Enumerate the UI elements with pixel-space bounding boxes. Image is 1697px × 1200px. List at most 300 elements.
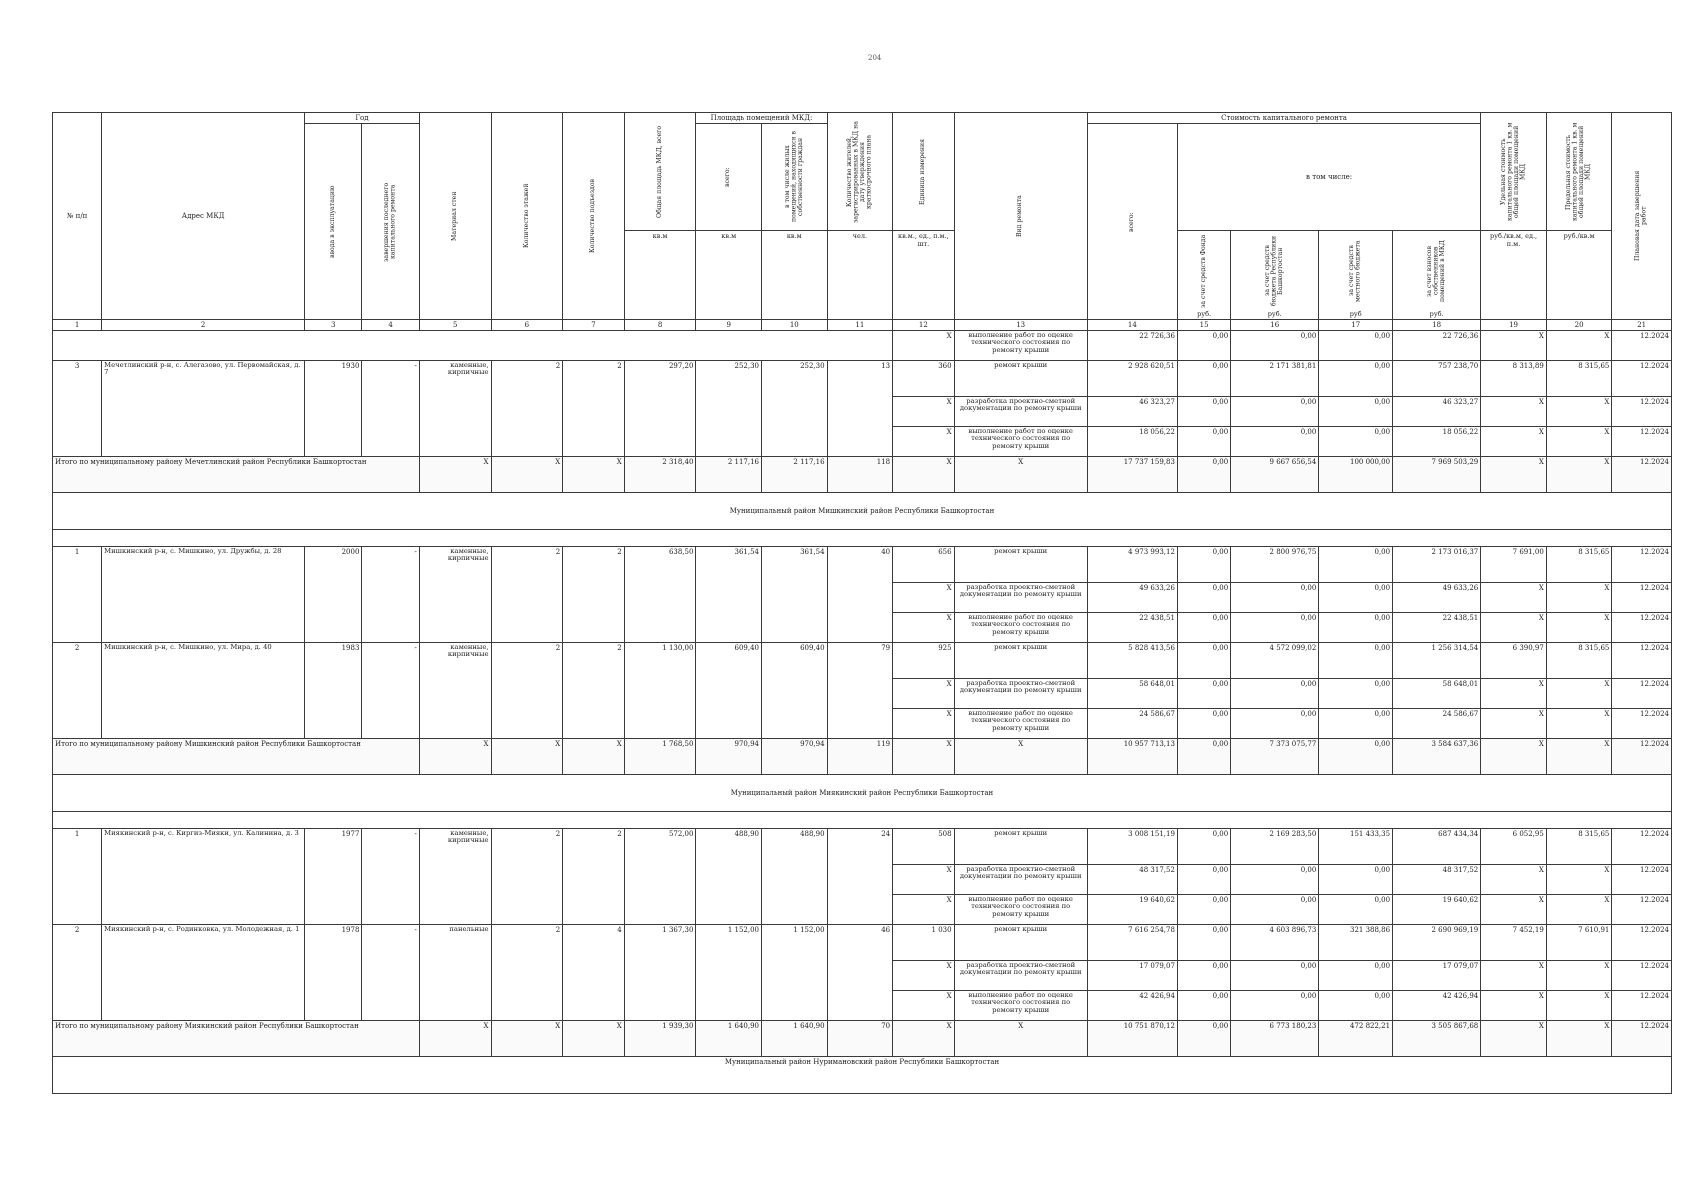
cell-planned-date: 12.2024: [1612, 361, 1672, 397]
unit-max-cost: руб./кв.м: [1546, 231, 1612, 320]
total-row: [53, 457, 1672, 493]
cell-planned-date: 12.2024: [1612, 739, 1672, 775]
colnum: 13: [954, 320, 1087, 331]
cell-cost-fund: 0,00: [1177, 895, 1230, 925]
cell-area-total: 488,90: [696, 829, 762, 925]
cell-residents: 70: [827, 1021, 893, 1057]
header-cost-sub: в том числе:: [1177, 124, 1480, 231]
cell-repair-type: выполнение работ по оценке технического состояния по ремонту крыши: [954, 991, 1087, 1021]
cell-row-number: 3: [53, 361, 102, 457]
cell-cost-republic: 0,00: [1231, 865, 1319, 895]
cell-planned-date: 12.2024: [1612, 547, 1672, 583]
colnum: 17: [1319, 320, 1393, 331]
table-row: [53, 361, 1672, 397]
colnum: 12: [893, 320, 954, 331]
cell-cost-fund: 0,00: [1177, 961, 1230, 991]
cell-max-cost: X: [1546, 679, 1612, 709]
cell-max-cost: 8 315,65: [1546, 361, 1612, 397]
cell-repair-type: ремонт крыши: [954, 925, 1087, 961]
cell-unit: X: [893, 583, 954, 613]
cell-cost-owners: 58 648,01: [1393, 679, 1481, 709]
spacer-row: [53, 812, 1672, 829]
cell-repair-type: выполнение работ по оценке технического состояния по ремонту крыши: [954, 427, 1087, 457]
cell-area-total: 252,30: [696, 361, 762, 457]
table-row: [53, 925, 1672, 961]
cell-unit: X: [893, 679, 954, 709]
colnum: 9: [696, 320, 762, 331]
header-wall-material-text: Материал стен: [450, 191, 458, 241]
cell-planned-date: 12.2024: [1612, 829, 1672, 865]
colnum: 20: [1546, 320, 1612, 331]
cell-wall-material: X: [419, 1021, 491, 1057]
cell-unit: 360: [893, 361, 954, 397]
cell-unit-cost: X: [1481, 397, 1547, 427]
cell-repair-type: выполнение работ по оценке технического состояния по ремонту крыши: [954, 613, 1087, 643]
cell-total-area: 1 130,00: [624, 643, 696, 739]
header-cost-fund: за счет средств Фонда: [1199, 234, 1207, 308]
cell-floors: 2: [491, 829, 563, 925]
table-row: [53, 547, 1672, 583]
cell-cost-local: 0,00: [1319, 895, 1393, 925]
cell-unit-cost: 7 691,00: [1481, 547, 1547, 583]
cell-unit-cost: X: [1481, 991, 1547, 1021]
cell-cost-total: 2 928 620,51: [1087, 361, 1177, 397]
header-residents-text: Количество жителей, зарегистрированных в МКД на дату утверждения краткосрочного плана: [845, 120, 873, 223]
cell-entrances: X: [563, 739, 624, 775]
colnum: 4: [362, 320, 419, 331]
cell-repair-type: выполнение работ по оценке технического состояния по ремонту крыши: [954, 709, 1087, 739]
header-unit: [893, 113, 954, 231]
cell-unit-cost: X: [1481, 895, 1547, 925]
header-unit-cost: [1481, 113, 1547, 231]
header-wall-material: [419, 113, 491, 320]
total-row: [53, 1021, 1672, 1057]
cell-total-area: 638,50: [624, 547, 696, 643]
municipality-title: Муниципальный район Миякинский район Республики Башкортостан: [53, 775, 1672, 812]
cell-cost-owners: 48 317,52: [1393, 865, 1481, 895]
cell-cost-republic: 9 667 656,54: [1231, 457, 1319, 493]
cell-unit-cost: 8 313,89: [1481, 361, 1547, 397]
cell-unit: X: [893, 865, 954, 895]
cell-max-cost: X: [1546, 427, 1612, 457]
colnum: 11: [827, 320, 893, 331]
spacer-row: [53, 530, 1672, 547]
cell-cost-local: 472 822,21: [1319, 1021, 1393, 1057]
cell-cost-fund: 0,00: [1177, 583, 1230, 613]
cell-cost-total: 19 640,62: [1087, 895, 1177, 925]
cell-cost-owners: 22 438,51: [1393, 613, 1481, 643]
header-commission-year-text: ввода в эксплуатацию: [328, 185, 336, 258]
cell-commission-year: 1978: [305, 925, 362, 1021]
cell-cost-fund: 0,00: [1177, 361, 1230, 397]
cell-address: Мишкинский р-н, с. Мишкино, ул. Мира, д. 40: [102, 643, 305, 739]
cell-cost-owners: 687 434,34: [1393, 829, 1481, 865]
unit-area-total: кв.м: [696, 231, 762, 320]
cell-cost-owners: 7 969 503,29: [1393, 457, 1481, 493]
cell-repair-type: разработка проектно-сметной документации по ремонту крыши: [954, 865, 1087, 895]
header-cost-republic: за счет средств бюджета Республики Башкортостан: [1264, 235, 1284, 307]
cell-cost-fund: 0,00: [1177, 991, 1230, 1021]
cell-area-residential: 252,30: [762, 361, 828, 457]
cell-cost-local: 0,00: [1319, 865, 1393, 895]
colnum: 3: [305, 320, 362, 331]
cell-cost-local: 0,00: [1319, 679, 1393, 709]
header-unit-text: Единица измерения: [919, 138, 927, 205]
cell-unit-cost: X: [1481, 1021, 1547, 1057]
cell-total-area: 1 939,30: [624, 1021, 696, 1057]
unit-cost-fund: руб.: [1197, 310, 1212, 318]
cell-residents: 46: [827, 925, 893, 1021]
cell-unit-cost: X: [1481, 709, 1547, 739]
header-area-total-text: всего:: [724, 167, 732, 187]
header-cost-group: Стоимость капитального ремонта: [1087, 113, 1480, 124]
header-residents: [827, 113, 893, 231]
cell-max-cost: X: [1546, 739, 1612, 775]
cell-cost-local: 0,00: [1319, 361, 1393, 397]
cell-unit: X: [893, 331, 954, 361]
cell-residents: 118: [827, 457, 893, 493]
cell-cost-total: 24 586,67: [1087, 709, 1177, 739]
cell-unit: X: [893, 991, 954, 1021]
cell-unit-cost: X: [1481, 679, 1547, 709]
header-commission-year: [305, 124, 362, 320]
cell-total-area: 1 367,30: [624, 925, 696, 1021]
cell-cost-republic: 4 572 099,02: [1231, 643, 1319, 679]
header-last-repair-year-text: завершения последнего капитального ремонта: [383, 181, 397, 262]
cell-planned-date: 12.2024: [1612, 961, 1672, 991]
cell-address: Миякинский р-н, с. Киргиз-Мияки, ул. Калинина, д. 3: [102, 829, 305, 925]
cell-wall-material: каменные, кирпичные: [419, 829, 491, 925]
cell-cost-fund: 0,00: [1177, 925, 1230, 961]
cell-planned-date: 12.2024: [1612, 397, 1672, 427]
cell-cost-local: 0,00: [1319, 961, 1393, 991]
cell-cost-owners: 2 173 016,37: [1393, 547, 1481, 583]
cell-cost-total: 4 973 993,12: [1087, 547, 1177, 583]
cell-entrances: X: [563, 457, 624, 493]
cell-cost-local: 0,00: [1319, 427, 1393, 457]
colnum: 15: [1177, 320, 1230, 331]
cell-unit-cost: X: [1481, 457, 1547, 493]
cell-cost-total: 18 056,22: [1087, 427, 1177, 457]
cell-unit-cost: X: [1481, 427, 1547, 457]
cell-cost-republic: 6 773 180,23: [1231, 1021, 1319, 1057]
cell-commission-year: 1977: [305, 829, 362, 925]
cell-area-residential: 970,94: [762, 739, 828, 775]
cell-planned-date: 12.2024: [1612, 895, 1672, 925]
cell-cost-republic: 0,00: [1231, 961, 1319, 991]
column-number-row: [53, 320, 1672, 331]
cell-planned-date: 12.2024: [1612, 427, 1672, 457]
cell-residents: 13: [827, 361, 893, 457]
cell-unit: 656: [893, 547, 954, 583]
cell-unit-cost: 6 052,95: [1481, 829, 1547, 865]
total-row: [53, 739, 1672, 775]
cell-last-repair-year: -: [362, 829, 419, 925]
cell-repair-type: ремонт крыши: [954, 643, 1087, 679]
cell-residents: 24: [827, 829, 893, 925]
cell-max-cost: X: [1546, 865, 1612, 895]
empty-cell: [53, 812, 1672, 829]
cell-cost-total: 17 737 159,83: [1087, 457, 1177, 493]
cell-cost-fund: 0,00: [1177, 397, 1230, 427]
cell-planned-date: 12.2024: [1612, 643, 1672, 679]
cell-row-number: 1: [53, 547, 102, 643]
cell-max-cost: X: [1546, 583, 1612, 613]
cell-unit: X: [893, 613, 954, 643]
cell-planned-date: 12.2024: [1612, 991, 1672, 1021]
colnum: 5: [419, 320, 491, 331]
cell-row-number: 2: [53, 925, 102, 1021]
cell-wall-material: каменные, кирпичные: [419, 547, 491, 643]
cell-cost-fund: 0,00: [1177, 547, 1230, 583]
cell-cost-total: 42 426,94: [1087, 991, 1177, 1021]
cell-cost-owners: 24 586,67: [1393, 709, 1481, 739]
cell-area-residential: 488,90: [762, 829, 828, 925]
cell-unit-cost: X: [1481, 961, 1547, 991]
cell-cost-owners: 18 056,22: [1393, 427, 1481, 457]
total-label: Итого по муниципальному району Мишкинский район Республики Башкортостан: [53, 739, 420, 775]
cell-unit: X: [893, 739, 954, 775]
cell-cost-owners: 2 690 969,19: [1393, 925, 1481, 961]
cell-unit: 508: [893, 829, 954, 865]
header-address: Адрес МКД: [102, 113, 305, 320]
cell-wall-material: X: [419, 457, 491, 493]
header-cost-republic-cell: [1231, 231, 1319, 320]
cell-residents: 79: [827, 643, 893, 739]
cell-unit-cost: X: [1481, 583, 1547, 613]
cell-repair-type: X: [954, 739, 1087, 775]
cell-wall-material: X: [419, 739, 491, 775]
colnum: 8: [624, 320, 696, 331]
cell-cost-fund: 0,00: [1177, 457, 1230, 493]
cell-cost-republic: 0,00: [1231, 679, 1319, 709]
header-entrances: [563, 113, 624, 320]
header-area-group: Площадь помещений МКД:: [696, 113, 827, 124]
cell-area-total: 1 640,90: [696, 1021, 762, 1057]
table-body: [53, 331, 1672, 1094]
header-unit-cost-text: Удельная стоимость капитального ремонта 1 кв. м общей площади помещений МКД: [1499, 122, 1527, 221]
cell-unit: X: [893, 709, 954, 739]
header-area-residential-text: в том числе жилых помещений, находящихся в собственности граждан: [783, 131, 804, 223]
cell-unit: X: [893, 397, 954, 427]
capital-repair-table-sheet: [52, 112, 1672, 1094]
cell-max-cost: 8 315,65: [1546, 829, 1612, 865]
cell-cost-fund: 0,00: [1177, 709, 1230, 739]
cell-cost-total: 5 828 413,56: [1087, 643, 1177, 679]
table-row: [53, 829, 1672, 865]
cell-cost-local: 0,00: [1319, 739, 1393, 775]
cell-commission-year: 1983: [305, 643, 362, 739]
cell-cost-local: 0,00: [1319, 643, 1393, 679]
cell-area-residential: 1 152,00: [762, 925, 828, 1021]
cell-planned-date: 12.2024: [1612, 925, 1672, 961]
cell-cost-republic: 2 171 381,81: [1231, 361, 1319, 397]
header-row-number: № п/п: [53, 113, 102, 320]
header-cost-local: за счет средств местного бюджета: [1348, 240, 1362, 302]
cell-cost-fund: 0,00: [1177, 1021, 1230, 1057]
cell-floors: 2: [491, 925, 563, 1021]
cell-total-area: 1 768,50: [624, 739, 696, 775]
header-cost-owners: за счет взносов собственников помещений в МКД: [1425, 240, 1446, 302]
colnum: 19: [1481, 320, 1547, 331]
colnum: 10: [762, 320, 828, 331]
cell-address: Мечетлинский р-н, с. Алегазово, ул. Первомайская, д. 7: [102, 361, 305, 457]
empty-cell: [53, 331, 893, 361]
cell-entrances: X: [563, 1021, 624, 1057]
cell-cost-total: 46 323,27: [1087, 397, 1177, 427]
cell-last-repair-year: -: [362, 361, 419, 457]
cell-cost-republic: 0,00: [1231, 427, 1319, 457]
cell-cost-republic: 0,00: [1231, 895, 1319, 925]
cell-max-cost: X: [1546, 991, 1612, 1021]
cell-cost-local: 0,00: [1319, 397, 1393, 427]
total-label: Итого по муниципальному району Миякинский район Республики Башкортостан: [53, 1021, 420, 1057]
cell-repair-type: X: [954, 1021, 1087, 1057]
unit-measure: кв.м., ед., п.м., шт.: [893, 231, 954, 320]
cell-last-repair-year: -: [362, 643, 419, 739]
header-last-repair-year: [362, 124, 419, 320]
cell-planned-date: 12.2024: [1612, 613, 1672, 643]
cell-planned-date: 12.2024: [1612, 865, 1672, 895]
municipality-row: [53, 493, 1672, 530]
cell-cost-republic: 7 373 075,77: [1231, 739, 1319, 775]
header-planned-date: [1612, 113, 1672, 320]
cell-unit-cost: X: [1481, 865, 1547, 895]
cell-cost-fund: 0,00: [1177, 829, 1230, 865]
cell-unit-cost: X: [1481, 739, 1547, 775]
cell-row-number: 1: [53, 829, 102, 925]
cell-cost-owners: 17 079,07: [1393, 961, 1481, 991]
cell-area-total: 609,40: [696, 643, 762, 739]
cell-unit-cost: X: [1481, 613, 1547, 643]
cell-cost-republic: 0,00: [1231, 613, 1319, 643]
cell-cost-local: 0,00: [1319, 991, 1393, 1021]
header-repair-type-text: Вид ремонта: [1016, 195, 1024, 237]
cell-commission-year: 1930: [305, 361, 362, 457]
cell-cost-republic: 2 800 976,75: [1231, 547, 1319, 583]
cell-area-residential: 2 117,16: [762, 457, 828, 493]
capital-repair-table: [52, 112, 1672, 1094]
cell-cost-owners: 46 323,27: [1393, 397, 1481, 427]
cell-cost-republic: 0,00: [1231, 397, 1319, 427]
header-area-total: [696, 124, 762, 231]
cell-cost-republic: 2 169 283,50: [1231, 829, 1319, 865]
cell-planned-date: 12.2024: [1612, 709, 1672, 739]
cell-cost-republic: 4 603 896,73: [1231, 925, 1319, 961]
cell-cost-local: 0,00: [1319, 613, 1393, 643]
cell-unit: X: [893, 895, 954, 925]
cell-area-total: 2 117,16: [696, 457, 762, 493]
colnum: 16: [1231, 320, 1319, 331]
cell-cost-republic: 0,00: [1231, 583, 1319, 613]
colnum: 14: [1087, 320, 1177, 331]
cell-cost-owners: 22 726,36: [1393, 331, 1481, 361]
cell-cost-owners: 19 640,62: [1393, 895, 1481, 925]
cell-entrances: 2: [563, 361, 624, 457]
header-total-area-text: Общая площадь МКД, всего: [655, 125, 663, 218]
cell-cost-local: 0,00: [1319, 547, 1393, 583]
table-header: [53, 113, 1672, 331]
cell-repair-type: ремонт крыши: [954, 829, 1087, 865]
cell-residents: 119: [827, 739, 893, 775]
unit-unit-cost: руб./кв.м, ед., п.м.: [1481, 231, 1547, 320]
cell-area-residential: 1 640,90: [762, 1021, 828, 1057]
cell-entrances: 2: [563, 643, 624, 739]
municipality-row: [53, 775, 1672, 812]
cell-max-cost: X: [1546, 1021, 1612, 1057]
header-max-cost: [1546, 113, 1612, 231]
colnum: 21: [1612, 320, 1672, 331]
cell-cost-fund: 0,00: [1177, 613, 1230, 643]
cell-max-cost: X: [1546, 961, 1612, 991]
cell-area-total: 970,94: [696, 739, 762, 775]
cell-repair-type: X: [954, 457, 1087, 493]
cell-max-cost: X: [1546, 895, 1612, 925]
header-cost-owners-cell: [1393, 231, 1481, 320]
header-max-cost-text: Предельная стоимость капитального ремонта 1 кв. м общей площади помещений МКД: [1565, 122, 1592, 221]
municipality-title: Муниципальный район Мишкинский район Республики Башкортостан: [53, 493, 1672, 530]
cell-floors: 2: [491, 643, 563, 739]
cell-floors: X: [491, 1021, 563, 1057]
cell-max-cost: X: [1546, 397, 1612, 427]
cell-planned-date: 12.2024: [1612, 457, 1672, 493]
total-label: Итого по муниципальному району Мечетлинский район Республики Башкортостан: [53, 457, 420, 493]
colnum: 1: [53, 320, 102, 331]
cell-cost-republic: 0,00: [1231, 991, 1319, 1021]
cell-wall-material: каменные, кирпичные: [419, 643, 491, 739]
cell-row-number: 2: [53, 643, 102, 739]
cell-wall-material: панельные: [419, 925, 491, 1021]
cell-max-cost: 8 315,65: [1546, 643, 1612, 679]
colnum: 18: [1393, 320, 1481, 331]
header-planned-date-text: Плановая дата завершения работ: [1634, 170, 1648, 262]
unit-total-area: кв.м: [624, 231, 696, 320]
cell-cost-owners: 3 505 867,68: [1393, 1021, 1481, 1057]
cell-area-residential: 609,40: [762, 643, 828, 739]
cell-max-cost: X: [1546, 457, 1612, 493]
cell-address: Миякинский р-н, с. Родинковка, ул. Молодежная, д. 1: [102, 925, 305, 1021]
cell-repair-type: разработка проектно-сметной документации по ремонту крыши: [954, 679, 1087, 709]
cell-unit: 925: [893, 643, 954, 679]
cell-unit-cost: 6 390,97: [1481, 643, 1547, 679]
header-cost-total-text: всего:: [1128, 211, 1136, 232]
colnum: 6: [491, 320, 563, 331]
municipality-title: Муниципальный район Нуримановский район Республики Башкортостан: [53, 1057, 1672, 1094]
cell-max-cost: 8 315,65: [1546, 547, 1612, 583]
cell-commission-year: 2000: [305, 547, 362, 643]
cell-entrances: 2: [563, 547, 624, 643]
header-year-group: Год: [305, 113, 420, 124]
cell-area-total: 361,54: [696, 547, 762, 643]
cell-cost-local: 151 433,35: [1319, 829, 1393, 865]
cell-cost-local: 0,00: [1319, 709, 1393, 739]
cell-cost-total: 10 751 870,12: [1087, 1021, 1177, 1057]
cell-unit: X: [893, 1021, 954, 1057]
cell-cost-total: 22 726,36: [1087, 331, 1177, 361]
cell-floors: X: [491, 457, 563, 493]
cell-repair-type: выполнение работ по оценке технического состояния по ремонту крыши: [954, 895, 1087, 925]
cell-cost-owners: 49 633,26: [1393, 583, 1481, 613]
cell-floors: X: [491, 739, 563, 775]
page-number: 204: [868, 54, 882, 62]
cell-cost-local: 321 388,86: [1319, 925, 1393, 961]
colnum: 2: [102, 320, 305, 331]
cell-entrances: 2: [563, 829, 624, 925]
cell-max-cost: X: [1546, 331, 1612, 361]
cell-cost-local: 0,00: [1319, 583, 1393, 613]
municipality-row: [53, 1057, 1672, 1094]
cell-cost-republic: 0,00: [1231, 331, 1319, 361]
